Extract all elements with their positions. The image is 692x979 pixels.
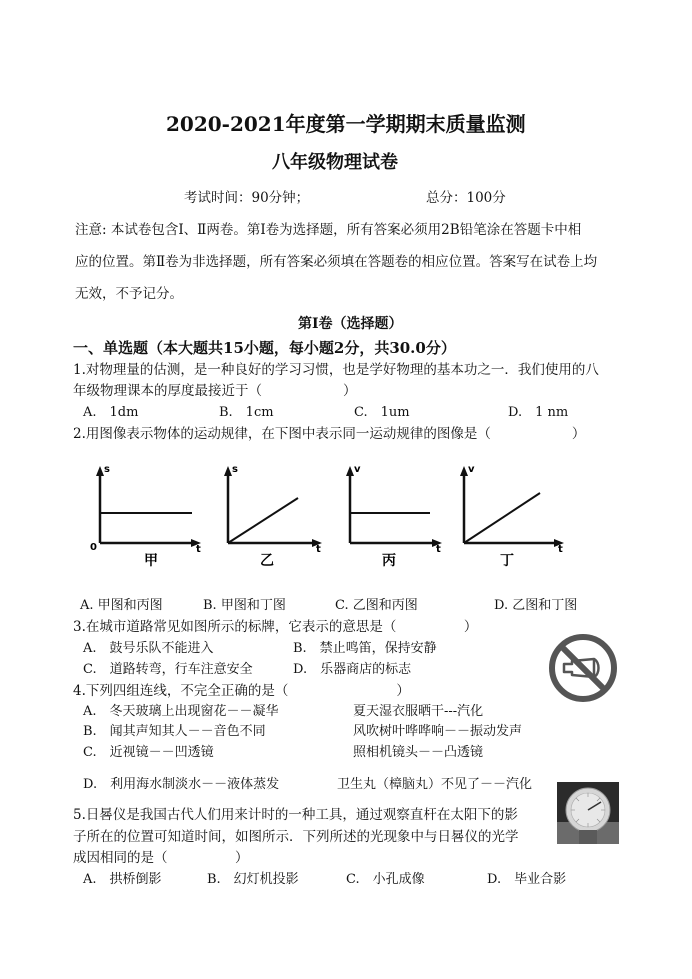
q3-option-c: C. 道路转弯，行车注意安全 [83, 662, 253, 677]
q3-option-b: B. 禁止鸣笛，保持安静 [293, 641, 437, 656]
q4-option-a-right: 夏天湿衣服晒干---汽化 [353, 704, 484, 719]
exam-time: 考试时间：90分钟； [184, 190, 310, 206]
q5-option-d: D. 毕业合影 [487, 872, 567, 887]
sundial-photo [557, 782, 619, 844]
q2-graphs-figure [70, 450, 590, 580]
q5-stem-line-1: 5.日晷仪是我国古代人们用来计时的一种工具，通过观察直杆在太阳下的影 [73, 807, 518, 823]
q4-stem: 4.下列四组连线，不完全正确的是（ ） [73, 683, 410, 699]
graph-jia-caption: 甲 [144, 553, 158, 569]
q2-option-b: B. 甲图和丁图 [203, 598, 286, 613]
q1-option-d: D. 1 nm [508, 405, 569, 420]
q3-stem: 3.在城市道路常见如图所示的标牌，它表示的意思是（ ） [73, 619, 478, 635]
q4-option-b-right: 风吹树叶哗哗响－－振动发声 [353, 724, 523, 739]
graph-yi-y-label: s [232, 464, 238, 475]
q1-option-b: B. 1cm [219, 405, 274, 420]
exam-title: 2020-2021年度第一学期期末质量监测 [166, 112, 526, 136]
graph-jia-origin: 0 [90, 542, 97, 553]
q4-option-d-left: D. 利用海水制淡水－－液体蒸发 [83, 777, 280, 792]
q2-option-c: C. 乙图和丙图 [335, 598, 418, 613]
exam-subtitle: 八年级物理试卷 [272, 152, 398, 173]
graph-yi-x-label: t [316, 544, 321, 555]
q2-stem: 2.用图像表示物体的运动规律，在下图中表示同一运动规律的图像是（ ） [73, 426, 586, 442]
q5-option-b: B. 幻灯机投影 [207, 872, 299, 887]
notice-line-3: 无效，不予记分。 [75, 286, 183, 302]
q4-option-c-left: C. 近视镜－－凹透镜 [83, 745, 214, 760]
graph-bing-caption: 丙 [382, 553, 396, 569]
part1-title: 第Ⅰ卷（选择题） [298, 316, 403, 332]
q1-stem-line-2: 年级物理课本的厚度最接近于（ ） [73, 383, 357, 399]
q2-option-d: D. 乙图和丁图 [494, 598, 578, 613]
section-1-heading: 一、单选题（本大题共15小题，每小题2分，共30.0分） [73, 339, 456, 357]
q4-option-d-right: 卫生丸（樟脑丸）不见了－－汽化 [337, 777, 533, 792]
graph-yi-caption: 乙 [260, 553, 274, 569]
graph-jia-x-label: t [196, 544, 201, 555]
graph-ding-y-label: v [468, 464, 475, 475]
q5-option-a: A. 拱桥倒影 [83, 872, 162, 887]
graph-ding-x-label: t [558, 544, 563, 555]
q1-option-c: C. 1um [354, 405, 410, 420]
q1-stem-line-1: 1.对物理量的估测，是一种良好的学习习惯，也是学好物理的基本功之一．我们使用的八 [73, 362, 599, 378]
q4-option-b-left: B. 闻其声知其人－－音色不同 [83, 724, 266, 739]
graph-ding-caption: 丁 [500, 553, 514, 569]
q5-stem-line-3: 成因相同的是（ ） [73, 850, 249, 866]
notice-line-2: 应的位置。第Ⅱ卷为非选择题，所有答案必须填在答题卷的相应位置。答案写在试卷上均 [75, 254, 598, 270]
notice-line-1: 注意: 本试卷包含Ⅰ、Ⅱ两卷。第Ⅰ卷为选择题，所有答案必须用2B铅笔涂在答题卡中相 [75, 222, 582, 238]
graph-bing-y-label: v [354, 464, 361, 475]
q1-option-a: A. 1dm [83, 405, 139, 420]
q2-option-a: A. 甲图和丙图 [80, 598, 163, 613]
exam-score: 总分：100分 [426, 190, 506, 206]
graph-jia-y-label: s [104, 464, 110, 475]
no-horn-sign-icon [548, 633, 618, 703]
q3-option-a: A. 鼓号乐队不能进入 [83, 641, 214, 656]
q3-option-d: D. 乐器商店的标志 [293, 662, 412, 677]
q4-option-c-right: 照相机镜头－－凸透镜 [353, 745, 484, 760]
q5-option-c: C. 小孔成像 [346, 872, 425, 887]
q5-stem-line-2: 子所在的位置可知道时间，如图所示．下列所述的光现象中与日晷仪的光学 [73, 829, 519, 845]
graph-bing-x-label: t [436, 544, 441, 555]
q4-option-a-left: A. 冬天玻璃上出现窗花－－凝华 [83, 704, 279, 719]
